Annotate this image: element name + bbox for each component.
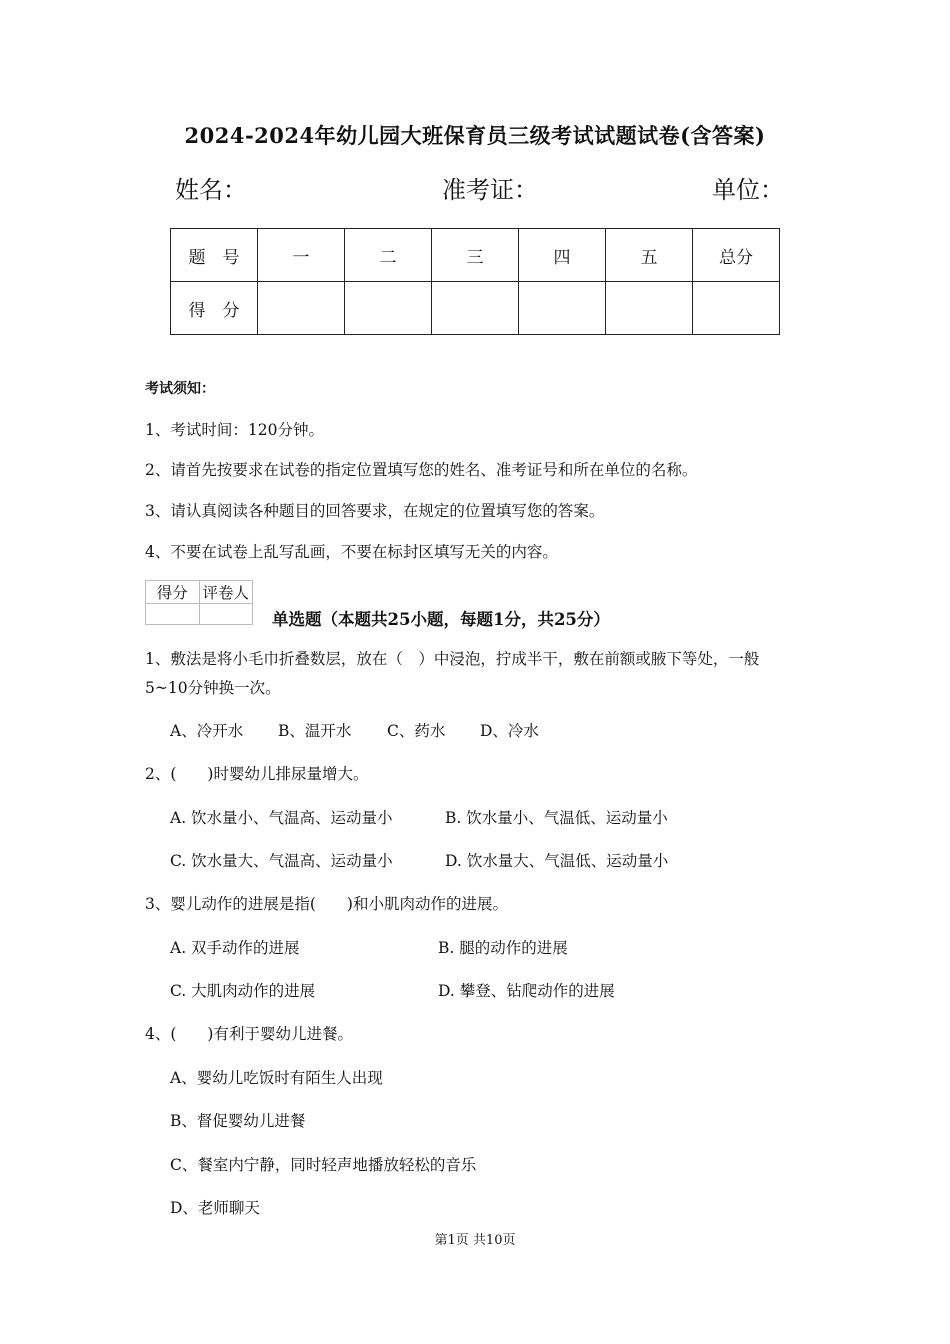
score-header-cell: 一 [258, 229, 345, 282]
answer-option[interactable]: B、温开水 [278, 722, 352, 740]
score-table-header-row [171, 229, 780, 282]
grader-score-label: 得分 [146, 581, 200, 604]
score-header-cell: 三 [432, 229, 519, 282]
document-title: 2024-2024年幼儿园大班保育员三级考试试题试卷(含答案) [184, 123, 766, 148]
note-item: 4、不要在试卷上乱写乱画，不要在标封区填写无关的内容。 [145, 543, 558, 561]
grader-box [145, 580, 253, 625]
question-stem: 2、( )时婴幼儿排尿量增大。 [145, 765, 369, 783]
score-cell[interactable] [432, 282, 519, 335]
score-row-label: 得 分 [171, 282, 258, 335]
answer-option[interactable]: B、督促婴幼儿进餐 [170, 1112, 306, 1130]
score-table-score-row [171, 282, 780, 335]
grader-score-cell[interactable] [146, 604, 200, 625]
score-cell[interactable] [345, 282, 432, 335]
grader-name-cell[interactable] [199, 604, 253, 625]
note-item: 1、考试时间：120分钟。 [145, 421, 324, 439]
page-footer: 第1页 共10页 [434, 1233, 516, 1248]
answer-option[interactable]: A、冷开水 [170, 722, 244, 740]
answer-option[interactable]: D. 饮水量大、气温低、运动量小 [445, 852, 669, 870]
answer-option[interactable]: D. 攀登、钻爬动作的进展 [438, 982, 615, 1000]
answer-option[interactable]: B. 饮水量小、气温低、运动量小 [445, 809, 668, 827]
score-header-cell: 五 [606, 229, 693, 282]
score-header-cell: 总分 [693, 229, 780, 282]
score-cell[interactable] [693, 282, 780, 335]
note-item: 2、请首先按要求在试卷的指定位置填写您的姓名、准考证号和所在单位的名称。 [145, 461, 698, 479]
exam-number-label: 准考证： [442, 176, 538, 204]
score-cell[interactable] [258, 282, 345, 335]
score-cell[interactable] [606, 282, 693, 335]
answer-option[interactable]: A、婴幼儿吃饭时有陌生人出现 [170, 1069, 383, 1087]
score-cell[interactable] [519, 282, 606, 335]
answer-option[interactable]: A. 双手动作的进展 [170, 939, 300, 957]
question-stem-continued: 5~10分钟换一次。 [145, 679, 281, 697]
note-item: 3、请认真阅读各种题目的回答要求，在规定的位置填写您的答案。 [145, 502, 605, 520]
question-stem: 1、敷法是将小毛巾折叠数层，放在（ ）中浸泡，拧成半干，敷在前额或腋下等处，一般 [145, 650, 760, 668]
answer-option[interactable]: C. 大肌肉动作的进展 [170, 982, 316, 1000]
notes-heading: 考试须知： [145, 381, 215, 397]
score-header-cell: 二 [345, 229, 432, 282]
score-header-cell: 题 号 [171, 229, 258, 282]
section-title: 单选题（本题共25小题，每题1分，共25分） [272, 610, 610, 629]
answer-option[interactable]: C、餐室内宁静，同时轻声地播放轻松的音乐 [170, 1156, 477, 1174]
answer-option[interactable]: C、药水 [387, 722, 446, 740]
grader-name-label: 评卷人 [199, 581, 253, 604]
score-header-cell: 四 [519, 229, 606, 282]
answer-option[interactable]: C. 饮水量大、气温高、运动量小 [170, 852, 393, 870]
name-label: 姓名： [175, 176, 247, 204]
unit-label: 单位： [712, 176, 784, 204]
answer-option[interactable]: D、冷水 [480, 722, 539, 740]
answer-option[interactable]: D、老师聊天 [170, 1199, 260, 1217]
score-table [170, 228, 780, 335]
answer-option[interactable]: B. 腿的动作的进展 [438, 939, 568, 957]
question-stem: 4、( )有利于婴幼儿进餐。 [145, 1025, 353, 1043]
question-stem: 3、婴儿动作的进展是指( )和小肌肉动作的进展。 [145, 895, 508, 913]
answer-option[interactable]: A. 饮水量小、气温高、运动量小 [170, 809, 393, 827]
